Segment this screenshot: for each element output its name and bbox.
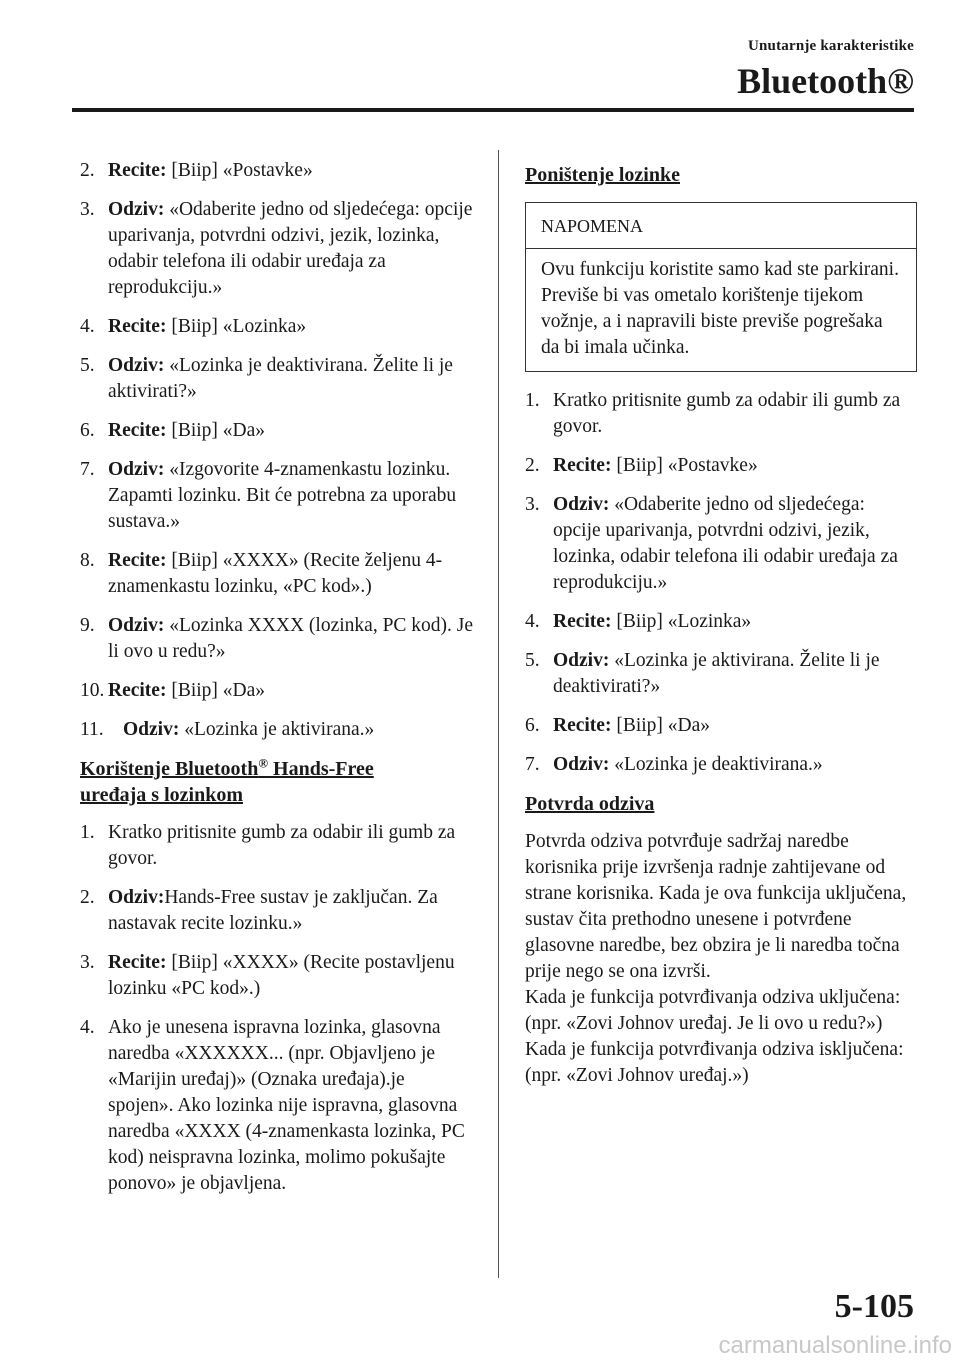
note-box bbox=[525, 202, 917, 372]
section-title-potvrda-odziva: Potvrda odziva bbox=[525, 793, 655, 815]
item-text: Ako je unesena ispravna lozinka, glasovna naredba «XXXXXX... (npr. Objavljeno je «Marijin uređaj)» (Oznaka uređaja).je spojen». Ako lozinka nije ispravna, glasovna naredba «XXXX (4-znamenkasta lozinka, PC kod) neispravna lozinka, molimo pokušajte ponovo» je objavljena. bbox=[108, 1017, 465, 1194]
list-item bbox=[80, 717, 475, 743]
item-text: «Lozinka je deaktivirana. Želite li je aktivirati?» bbox=[108, 355, 453, 402]
item-text: «Odaberite jedno od sljedećega: opcije uparivanja, potvrdni odzivi, jezik, lozinka, odabir telefona ili odabir uređaja za reprodukciju.» bbox=[108, 199, 473, 298]
item-label: Recite: bbox=[108, 952, 167, 973]
item-label: Odziv: bbox=[108, 887, 165, 908]
item-text: «Lozinka je deaktivirana.» bbox=[614, 754, 823, 775]
list-item bbox=[80, 678, 475, 704]
item-text: Kratko pritisnite gumb za odabir ili gumb za govor. bbox=[553, 390, 901, 437]
list-item bbox=[80, 158, 475, 184]
item-number: 5. bbox=[525, 650, 540, 671]
item-label: Odziv: bbox=[108, 199, 165, 220]
registered-mark: ® bbox=[258, 755, 269, 771]
list-item bbox=[80, 885, 475, 937]
list-item bbox=[525, 713, 917, 739]
item-label: Odziv: bbox=[553, 754, 610, 775]
item-number: 9. bbox=[80, 615, 95, 636]
list-item bbox=[525, 648, 917, 700]
list-item bbox=[80, 613, 475, 665]
left-column bbox=[80, 158, 475, 1210]
item-text: [Biip] «Da» bbox=[171, 420, 266, 441]
note-heading: NAPOMENA bbox=[526, 203, 916, 249]
item-number: 6. bbox=[525, 715, 540, 736]
list-item bbox=[80, 548, 475, 600]
item-number: 4. bbox=[80, 316, 95, 337]
item-text: Hands-Free sustav je zaključan. Za nastavak recite lozinku.» bbox=[108, 887, 438, 934]
item-label: Odziv: bbox=[553, 650, 610, 671]
item-text: [Biip] «Da» bbox=[171, 680, 266, 701]
section-title-part: Hands-Free bbox=[268, 758, 374, 780]
list-item bbox=[525, 388, 917, 440]
item-label: Odziv: bbox=[553, 494, 610, 515]
item-text: [Biip] «Postavke» bbox=[171, 160, 313, 181]
item-text: [Biip] «XXXX» (Recite željenu 4-znamenkastu lozinku, «PC kod».) bbox=[108, 550, 443, 597]
footer-watermark: carmanualsonline.info bbox=[718, 1332, 952, 1359]
list-item bbox=[525, 492, 917, 596]
item-number: 10. bbox=[80, 680, 105, 701]
item-text: «Odaberite jedno od sljedećega: opcije uparivanja, potvrdni odzivi, jezik, lozinka, odabir telefona ili odabir uređaja za reprodukciju.» bbox=[553, 494, 898, 593]
section-title-ponistenje: Poništenje lozinke bbox=[525, 164, 680, 186]
item-number: 4. bbox=[525, 611, 540, 632]
item-number: 3. bbox=[525, 494, 540, 515]
header-rule bbox=[72, 108, 914, 112]
list-item bbox=[80, 457, 475, 535]
item-text: [Biip] «Lozinka» bbox=[616, 611, 752, 632]
paragraph: Kada je funkcija potvrđivanja odziva isključena: (npr. «Zovi Johnov uređaj.») bbox=[525, 1039, 904, 1086]
item-number: 1. bbox=[80, 822, 95, 843]
item-text: «Lozinka je aktivirana.» bbox=[184, 719, 375, 740]
section-title-part: Korištenje Bluetooth bbox=[80, 758, 259, 780]
list-item bbox=[525, 453, 917, 479]
item-number: 5. bbox=[80, 355, 95, 376]
section-title-bluetooth-lozinka bbox=[80, 756, 475, 808]
item-label: Odziv: bbox=[108, 615, 165, 636]
paragraph: Potvrda odziva potvrđuje sadržaj naredbe korisnika prije izvršenja radnje zahtijevane od strane korisnika. Kada je ova funkcija uključena, sustav čita prethodno unesene i potvrđene glasovne naredbe, bez obzira je li naredba točna prije nego se ona izvrši. bbox=[525, 831, 907, 982]
chapter-name: Unutarnje karakteristike bbox=[747, 38, 914, 54]
list-item bbox=[80, 197, 475, 301]
item-text: [Biip] «XXXX» (Recite postavljenu lozinku «PC kod».) bbox=[108, 952, 455, 999]
item-number: 2. bbox=[525, 455, 540, 476]
list-item bbox=[80, 418, 475, 444]
section-title-part: uređaja s lozinkom bbox=[80, 784, 243, 806]
item-text: [Biip] «Postavke» bbox=[616, 455, 758, 476]
steps-list-b bbox=[80, 820, 475, 1197]
column-divider bbox=[498, 150, 499, 1278]
item-number: 4. bbox=[80, 1017, 95, 1038]
item-number: 3. bbox=[80, 199, 95, 220]
item-number: 11. bbox=[80, 719, 104, 740]
item-number: 3. bbox=[80, 952, 95, 973]
item-label: Recite: bbox=[108, 550, 167, 571]
item-label: Recite: bbox=[553, 611, 612, 632]
item-number: 8. bbox=[80, 550, 95, 571]
list-item bbox=[80, 353, 475, 405]
item-label: Odziv: bbox=[108, 459, 165, 480]
page-number: 5-105 bbox=[834, 1288, 914, 1325]
steps-list-a bbox=[80, 158, 475, 743]
item-label: Recite: bbox=[553, 455, 612, 476]
item-number: 7. bbox=[80, 459, 95, 480]
item-label: Odziv: bbox=[123, 719, 180, 740]
paragraph: Kada je funkcija potvrđivanja odziva uključena: (npr. «Zovi Johnov uređaj. Je li ovo u redu?») bbox=[525, 987, 901, 1034]
item-number: 6. bbox=[80, 420, 95, 441]
right-column bbox=[525, 158, 917, 1089]
list-item bbox=[80, 820, 475, 872]
item-number: 2. bbox=[80, 160, 95, 181]
item-number: 1. bbox=[525, 390, 540, 411]
list-item bbox=[525, 609, 917, 635]
item-text: [Biip] «Lozinka» bbox=[171, 316, 307, 337]
list-item bbox=[525, 752, 917, 778]
note-text: Ovu funkciju koristite samo kad ste parkirani. Previše bi vas ometalo korištenje tijekom vožnje, a i napravili biste previše pogrešaka da bi imala učinka. bbox=[541, 259, 899, 358]
item-label: Recite: bbox=[108, 680, 167, 701]
item-label: Odziv: bbox=[108, 355, 165, 376]
item-text: [Biip] «Da» bbox=[616, 715, 711, 736]
steps-list-c bbox=[525, 388, 917, 778]
item-label: Recite: bbox=[108, 160, 167, 181]
list-item bbox=[80, 1015, 475, 1197]
item-label: Recite: bbox=[108, 420, 167, 441]
item-label: Recite: bbox=[108, 316, 167, 337]
item-number: 7. bbox=[525, 754, 540, 775]
list-item bbox=[80, 950, 475, 1002]
item-label: Recite: bbox=[553, 715, 612, 736]
item-number: 2. bbox=[80, 887, 95, 908]
item-text: «Lozinka XXXX (lozinka, PC kod). Je li ovo u redu?» bbox=[108, 615, 474, 662]
page-title: Bluetooth® bbox=[737, 61, 914, 101]
item-text: «Lozinka je aktivirana. Želite li je deaktivirati?» bbox=[553, 650, 880, 697]
list-item bbox=[80, 314, 475, 340]
item-text: «Izgovorite 4-znamenkastu lozinku. Zapamti lozinku. Bit će potrebna za uporabu sustava.» bbox=[108, 459, 457, 532]
item-text: Kratko pritisnite gumb za odabir ili gumb za govor. bbox=[108, 822, 456, 869]
